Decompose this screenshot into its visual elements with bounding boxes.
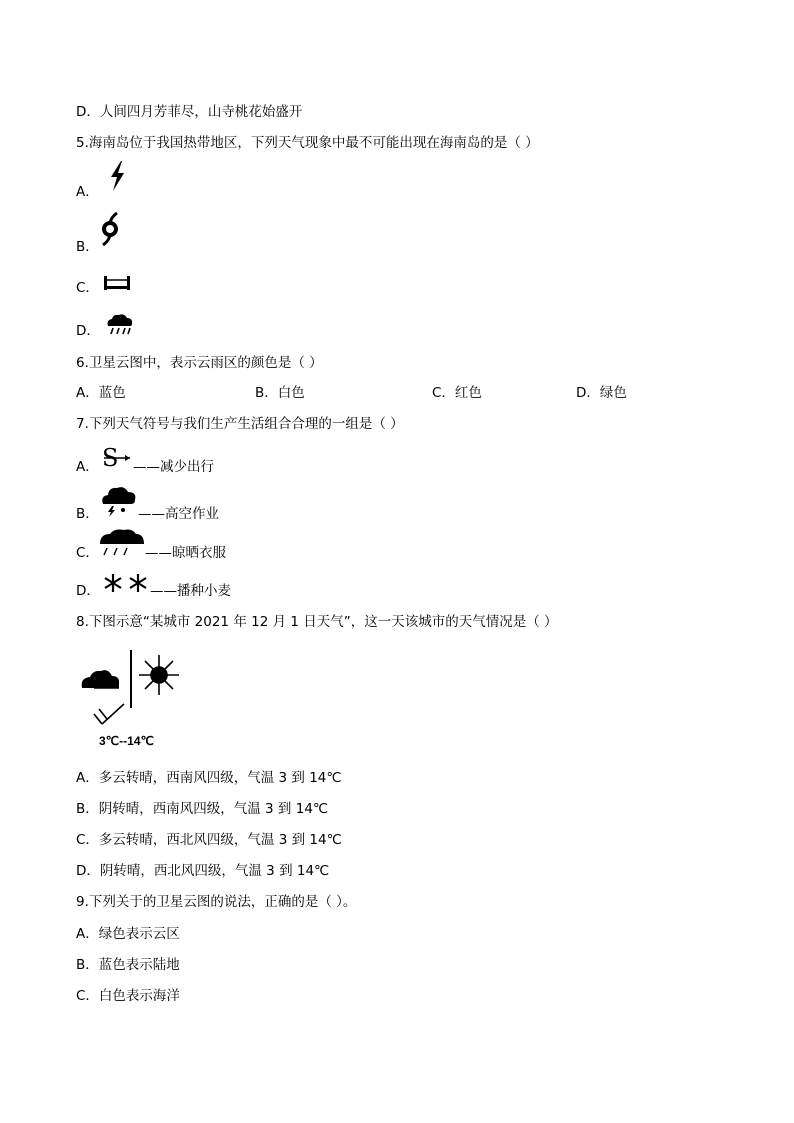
- q6-option-c: C．红色: [432, 385, 482, 401]
- q5-option-d-label: D．: [76, 323, 100, 339]
- sandstorm-symbol-icon: [100, 444, 134, 470]
- q8-option-c: C．多云转晴，西北风四级，气温 3 到 14℃: [76, 832, 342, 848]
- q4-option-d: D．人间四月芳菲尽，山寺桃花始盛开: [76, 104, 303, 120]
- q8-option-b: B．阴转晴，西南风四级，气温 3 到 14℃: [76, 801, 329, 817]
- snow-symbol-icon: [102, 572, 150, 594]
- temperature-label: 3℃--14℃: [99, 734, 154, 748]
- q6-option-d: D．绿色: [576, 385, 627, 401]
- q5-option-a-label: A．: [76, 184, 99, 200]
- sun-icon: [139, 655, 179, 695]
- q9-option-c: C．白色表示海洋: [76, 988, 180, 1004]
- dust-storm-icon: [102, 272, 132, 292]
- q8-stem: 8.下图示意“某城市 2021 年 12 月 1 日天气”，这一天该城市的天气情况是（ ）: [76, 614, 558, 630]
- wind-barb-icon: [94, 704, 124, 724]
- q6-option-b: B．白色: [255, 385, 305, 401]
- q6-stem: 6.卫星云图中，表示云雨区的颜色是（ ）: [76, 355, 323, 371]
- q7-stem: 7.下列天气符号与我们生产生活组合合理的一组是（ ）: [76, 416, 404, 432]
- thunderstorm-icon: [100, 484, 138, 518]
- q7-option-b-label: B．: [76, 506, 99, 522]
- q7-option-d-label: D．: [76, 583, 100, 599]
- q7-option-c-label: C．: [76, 545, 99, 561]
- q8-option-d: D．阴转晴，西北风四级，气温 3 到 14℃: [76, 863, 330, 879]
- q7-option-d-text: ——播种小麦: [150, 583, 231, 599]
- cloudy-icon: [82, 670, 119, 688]
- q5-stem: 5.海南岛位于我国热带地区，下列天气现象中最不可能出现在海南岛的是（ ）: [76, 135, 539, 151]
- q5-option-b-label: B．: [76, 239, 99, 255]
- weather-figure: [76, 646, 188, 732]
- sleet-icon: [104, 312, 136, 336]
- q7-option-a-text: ——减少出行: [133, 459, 214, 475]
- svg-text:S: S: [102, 444, 119, 470]
- q6-option-a: A．蓝色: [76, 385, 126, 401]
- q7-option-c-text: ——晾晒衣服: [145, 545, 226, 561]
- q9-option-b: B．蓝色表示陆地: [76, 957, 180, 973]
- q7-option-a-label: A．: [76, 459, 99, 475]
- q7-option-b-text: ——高空作业: [138, 506, 219, 522]
- rain-cloud-icon: [98, 528, 146, 556]
- q9-stem: 9.下列关于的卫星云图的说法，正确的是（ ）。: [76, 894, 357, 910]
- q5-option-c-label: C．: [76, 280, 99, 296]
- typhoon-icon: [98, 212, 122, 246]
- lightning-icon: [106, 160, 128, 192]
- q9-option-a: A．绿色表示云区: [76, 926, 180, 942]
- q8-option-a: A．多云转晴，西南风四级，气温 3 到 14℃: [76, 770, 342, 786]
